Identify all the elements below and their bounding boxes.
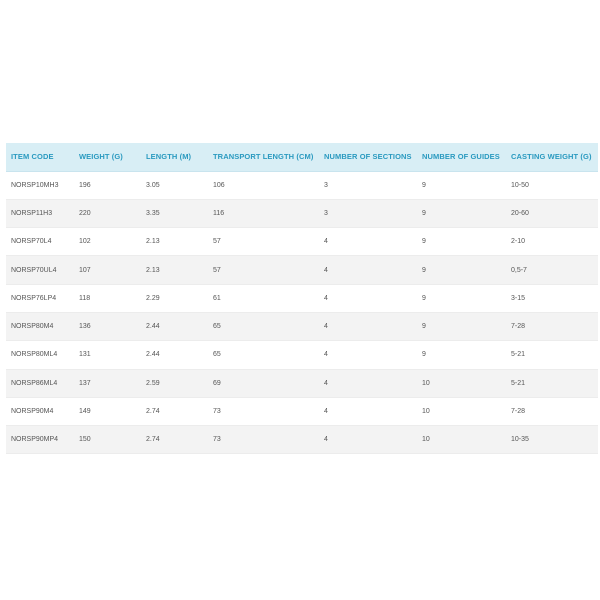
cell-transport-length: 116 — [208, 199, 319, 227]
cell-length: 2.59 — [141, 369, 208, 397]
cell-length: 3.05 — [141, 171, 208, 199]
cell-casting-weight: 20-60 — [506, 199, 598, 227]
header-item-code: ITEM CODE — [6, 143, 74, 171]
cell-transport-length: 73 — [208, 426, 319, 454]
table-row — [6, 341, 598, 369]
table-header — [6, 143, 598, 171]
cell-transport-length: 73 — [208, 397, 319, 425]
cell-guides: 9 — [417, 341, 506, 369]
cell-guides: 10 — [417, 426, 506, 454]
cell-item-code: NORSP90M4 — [6, 397, 74, 425]
table-row — [6, 369, 598, 397]
cell-item-code: NORSP10MH3 — [6, 171, 74, 199]
table-row — [6, 171, 598, 199]
cell-guides: 10 — [417, 397, 506, 425]
cell-length: 3.35 — [141, 199, 208, 227]
cell-casting-weight: 3-15 — [506, 284, 598, 312]
cell-guides: 9 — [417, 171, 506, 199]
cell-item-code: NORSP70UL4 — [6, 256, 74, 284]
cell-casting-weight: 7-28 — [506, 397, 598, 425]
cell-sections: 4 — [319, 369, 417, 397]
cell-length: 2.44 — [141, 341, 208, 369]
cell-length: 2.74 — [141, 426, 208, 454]
header-number-of-sections: NUMBER OF SECTIONS — [319, 143, 417, 171]
table-row — [6, 312, 598, 340]
cell-guides: 9 — [417, 228, 506, 256]
header-row — [6, 143, 598, 171]
table-row — [6, 397, 598, 425]
cell-casting-weight: 2-10 — [506, 228, 598, 256]
cell-item-code: NORSP80M4 — [6, 312, 74, 340]
cell-weight: 196 — [74, 171, 141, 199]
cell-weight: 136 — [74, 312, 141, 340]
header-casting-weight: CASTING WEIGHT (G) — [506, 143, 598, 171]
header-weight: WEIGHT (G) — [74, 143, 141, 171]
header-number-of-guides: NUMBER OF GUIDES — [417, 143, 506, 171]
table-row — [6, 199, 598, 227]
cell-item-code: NORSP90MP4 — [6, 426, 74, 454]
cell-sections: 4 — [319, 341, 417, 369]
cell-transport-length: 106 — [208, 171, 319, 199]
cell-weight: 107 — [74, 256, 141, 284]
cell-sections: 4 — [319, 284, 417, 312]
cell-length: 2.44 — [141, 312, 208, 340]
cell-length: 2.29 — [141, 284, 208, 312]
cell-length: 2.74 — [141, 397, 208, 425]
cell-weight: 102 — [74, 228, 141, 256]
cell-item-code: NORSP70L4 — [6, 228, 74, 256]
cell-transport-length: 69 — [208, 369, 319, 397]
cell-guides: 9 — [417, 256, 506, 284]
header-transport-length: TRANSPORT LENGTH (CM) — [208, 143, 319, 171]
table-row — [6, 284, 598, 312]
header-length: LENGTH (M) — [141, 143, 208, 171]
cell-sections: 4 — [319, 256, 417, 284]
cell-weight: 118 — [74, 284, 141, 312]
cell-item-code: NORSP86ML4 — [6, 369, 74, 397]
table-row — [6, 228, 598, 256]
cell-weight: 131 — [74, 341, 141, 369]
cell-sections: 4 — [319, 397, 417, 425]
cell-transport-length: 65 — [208, 312, 319, 340]
cell-length: 2.13 — [141, 256, 208, 284]
cell-weight: 137 — [74, 369, 141, 397]
cell-casting-weight: 5-21 — [506, 341, 598, 369]
cell-sections: 3 — [319, 171, 417, 199]
spec-table — [6, 143, 598, 454]
cell-sections: 4 — [319, 228, 417, 256]
table-row — [6, 256, 598, 284]
table-body — [6, 171, 598, 454]
cell-transport-length: 65 — [208, 341, 319, 369]
cell-casting-weight: 10-35 — [506, 426, 598, 454]
cell-weight: 220 — [74, 199, 141, 227]
cell-guides: 9 — [417, 199, 506, 227]
spec-table-container — [6, 143, 598, 454]
cell-item-code: NORSP76LP4 — [6, 284, 74, 312]
cell-length: 2.13 — [141, 228, 208, 256]
cell-transport-length: 57 — [208, 228, 319, 256]
cell-guides: 10 — [417, 369, 506, 397]
cell-sections: 4 — [319, 312, 417, 340]
cell-weight: 150 — [74, 426, 141, 454]
cell-casting-weight: 7-28 — [506, 312, 598, 340]
cell-sections: 3 — [319, 199, 417, 227]
table-row — [6, 426, 598, 454]
cell-transport-length: 61 — [208, 284, 319, 312]
cell-item-code: NORSP80ML4 — [6, 341, 74, 369]
cell-guides: 9 — [417, 312, 506, 340]
cell-guides: 9 — [417, 284, 506, 312]
cell-casting-weight: 5-21 — [506, 369, 598, 397]
cell-casting-weight: 0,5-7 — [506, 256, 598, 284]
cell-item-code: NORSP11H3 — [6, 199, 74, 227]
cell-sections: 4 — [319, 426, 417, 454]
cell-transport-length: 57 — [208, 256, 319, 284]
cell-weight: 149 — [74, 397, 141, 425]
cell-casting-weight: 10-50 — [506, 171, 598, 199]
